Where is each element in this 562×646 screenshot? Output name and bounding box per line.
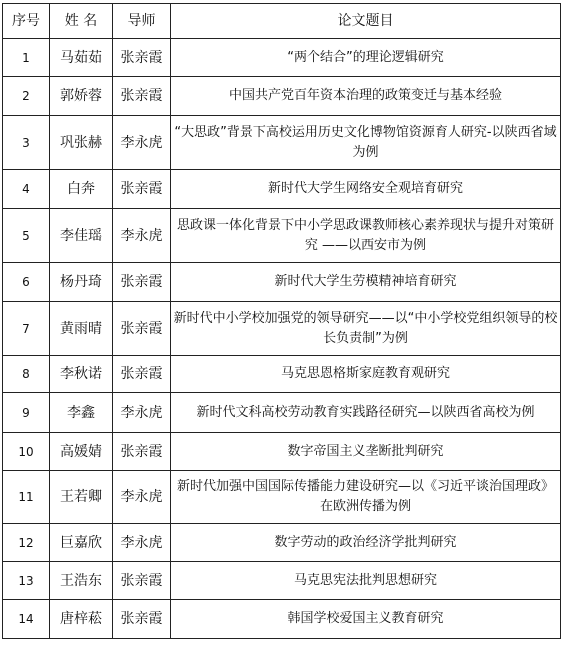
row-title: 新时代大学生劳模精神培育研究 (171, 263, 561, 302)
row-name: 白奔 (50, 170, 113, 209)
row-no: 7 (3, 302, 50, 356)
row-advisor: 张亲霞 (113, 302, 171, 356)
row-no: 11 (3, 471, 50, 524)
table-row (3, 562, 561, 600)
row-title: 新时代大学生网络安全观培育研究 (171, 170, 561, 209)
thesis-table (2, 3, 561, 639)
row-no: 12 (3, 524, 50, 562)
table-row (3, 263, 561, 302)
table-row (3, 471, 561, 524)
row-name: 马茹茹 (50, 39, 113, 77)
table-row (3, 77, 561, 116)
row-name: 巨嘉欣 (50, 524, 113, 562)
row-name: 李秋诺 (50, 356, 113, 393)
table-row (3, 209, 561, 263)
row-no: 1 (3, 39, 50, 77)
row-name: 郭娇蓉 (50, 77, 113, 116)
row-advisor: 张亲霞 (113, 600, 171, 639)
row-title: 马克思恩格斯家庭教育观研究 (171, 356, 561, 393)
row-no: 13 (3, 562, 50, 600)
table-row (3, 170, 561, 209)
row-name: 王浩东 (50, 562, 113, 600)
row-advisor: 张亲霞 (113, 562, 171, 600)
row-no: 5 (3, 209, 50, 263)
row-no: 9 (3, 393, 50, 433)
table-row (3, 433, 561, 471)
row-name: 高媛婧 (50, 433, 113, 471)
row-title: 马克思宪法批判思想研究 (171, 562, 561, 600)
table-row (3, 39, 561, 77)
row-no: 3 (3, 116, 50, 170)
header-name: 姓 名 (50, 4, 113, 39)
row-title: 新时代加强中国国际传播能力建设研究—以《习近平谈治国理政》在欧洲传播为例 (171, 471, 561, 524)
row-name: 李佳瑶 (50, 209, 113, 263)
row-advisor: 李永虎 (113, 524, 171, 562)
row-advisor: 李永虎 (113, 209, 171, 263)
row-advisor: 张亲霞 (113, 263, 171, 302)
row-name: 巩张赫 (50, 116, 113, 170)
row-advisor: 李永虎 (113, 471, 171, 524)
row-advisor: 张亲霞 (113, 170, 171, 209)
row-no: 10 (3, 433, 50, 471)
row-title: 思政课一体化背景下中小学思政课教师核心素养现状与提升对策研究 ——以西安市为例 (171, 209, 561, 263)
header-no: 序号 (3, 4, 50, 39)
row-title: 新时代文科高校劳动教育实践路径研究—以陕西省高校为例 (171, 393, 561, 433)
row-advisor: 李永虎 (113, 116, 171, 170)
row-advisor: 李永虎 (113, 393, 171, 433)
row-advisor: 张亲霞 (113, 356, 171, 393)
row-name: 杨丹琦 (50, 263, 113, 302)
row-name: 王若卿 (50, 471, 113, 524)
header-advisor: 导师 (113, 4, 171, 39)
row-advisor: 张亲霞 (113, 77, 171, 116)
row-no: 4 (3, 170, 50, 209)
table-row (3, 393, 561, 433)
row-title: 韩国学校爱国主义教育研究 (171, 600, 561, 639)
row-no: 6 (3, 263, 50, 302)
table-row (3, 600, 561, 639)
row-no: 8 (3, 356, 50, 393)
row-no: 14 (3, 600, 50, 639)
row-advisor: 张亲霞 (113, 433, 171, 471)
row-title: “大思政”背景下高校运用历史文化博物馆资源育人研究-以陕西省域为例 (171, 116, 561, 170)
row-name: 李鑫 (50, 393, 113, 433)
table-row (3, 116, 561, 170)
row-name: 黄雨晴 (50, 302, 113, 356)
row-advisor: 张亲霞 (113, 39, 171, 77)
row-title: 中国共产党百年资本治理的政策变迁与基本经验 (171, 77, 561, 116)
row-name: 唐梓菘 (50, 600, 113, 639)
table-row (3, 356, 561, 393)
table-row (3, 524, 561, 562)
header-row (3, 4, 561, 39)
row-title: 数字劳动的政治经济学批判研究 (171, 524, 561, 562)
header-title: 论文题目 (171, 4, 561, 39)
row-no: 2 (3, 77, 50, 116)
row-title: 新时代中小学校加强党的领导研究——以“中小学校党组织领导的校长负责制”为例 (171, 302, 561, 356)
table-row (3, 302, 561, 356)
row-title: 数字帝国主义垄断批判研究 (171, 433, 561, 471)
row-title: “两个结合”的理论逻辑研究 (171, 39, 561, 77)
